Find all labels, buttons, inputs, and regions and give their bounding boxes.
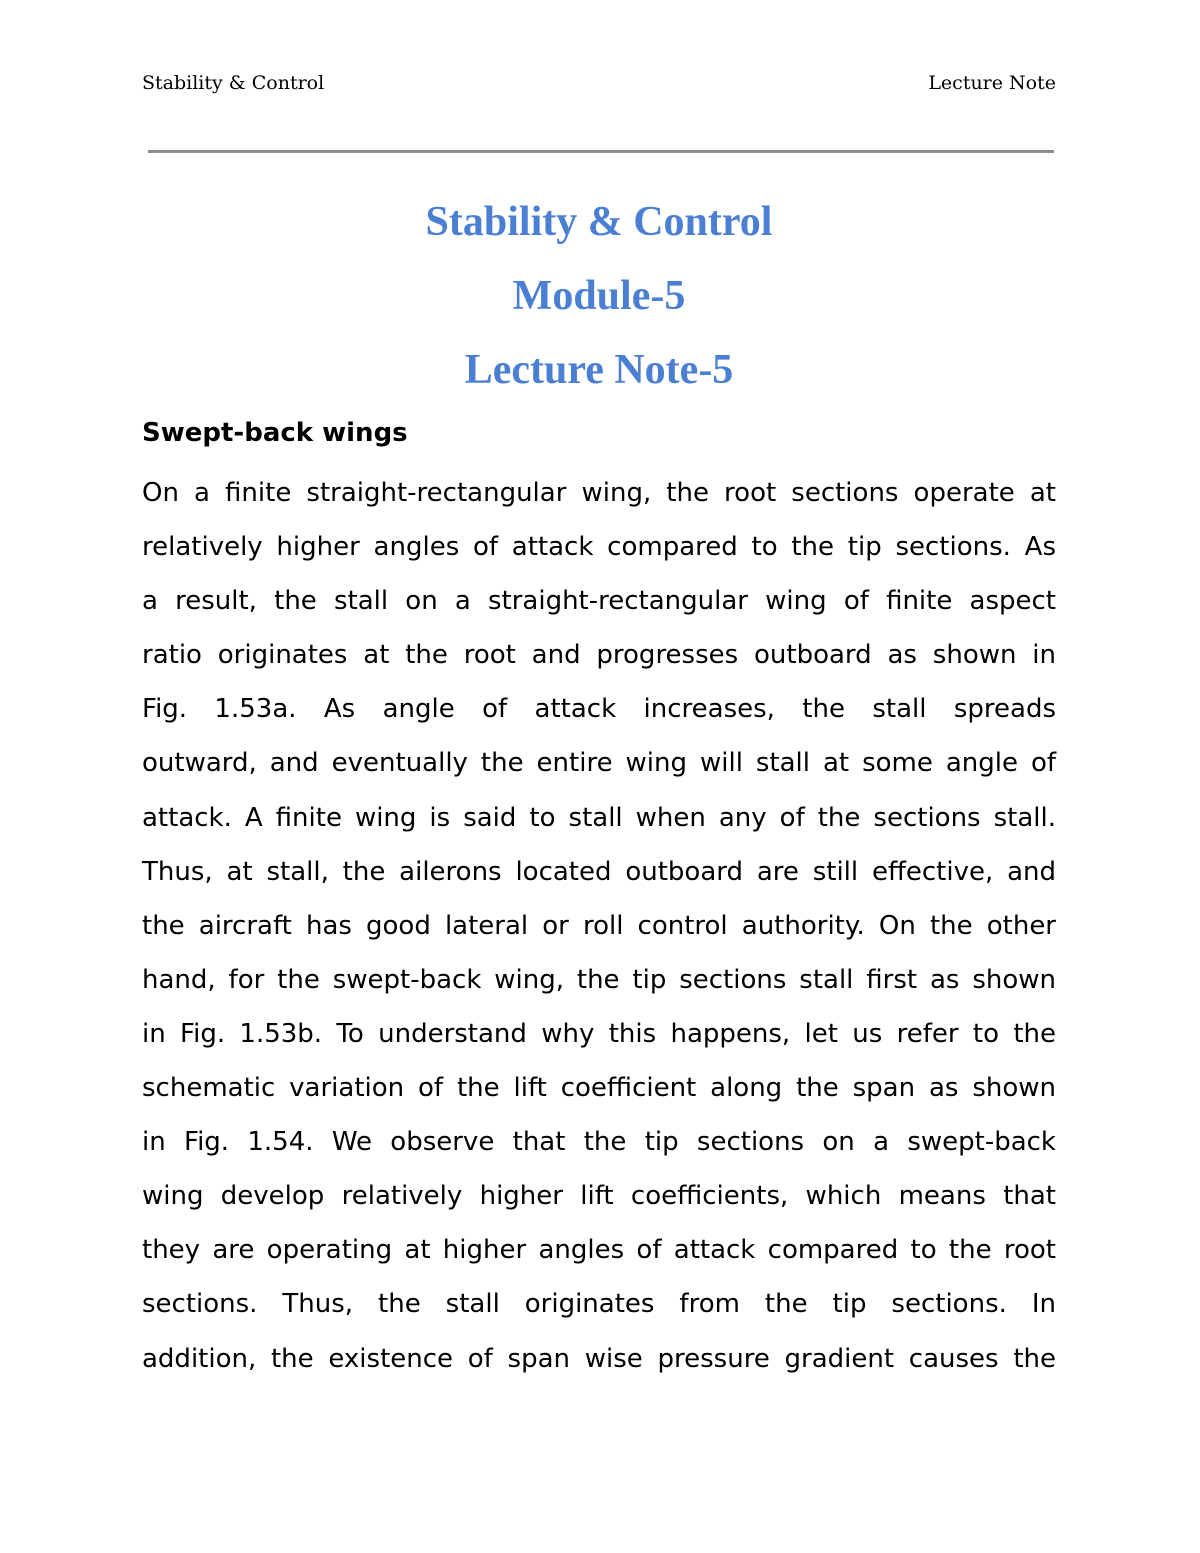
page-header bbox=[142, 72, 1056, 102]
paragraph-line: On a finite straight-rectangular wing, the root sections operate at bbox=[142, 478, 1056, 508]
paragraph-line: in Fig. 1.54. We observe that the tip sections on a swept-back bbox=[142, 1127, 1056, 1158]
header-left-title: Stability & Control bbox=[142, 72, 325, 94]
paragraph-line: Thus, at stall, the ailerons located outboard are still effective, and bbox=[142, 856, 1056, 887]
paragraph-line: schematic variation of the lift coefficient along the span as shown bbox=[142, 1073, 1056, 1104]
paragraph-line: wing develop relatively higher lift coefficients, which means that bbox=[142, 1181, 1056, 1212]
header-right-title: Lecture Note bbox=[928, 72, 1056, 94]
lecture-title: Lecture Note-5 bbox=[464, 347, 734, 393]
paragraph-line: in Fig. 1.53b. To understand why this happens, let us refer to the bbox=[142, 1018, 1056, 1049]
paragraph-line: hand, for the swept-back wing, the tip sections stall first as shown bbox=[142, 964, 1056, 995]
paragraph-line: attack. A finite wing is said to stall when any of the sections stall. bbox=[142, 802, 1056, 833]
paragraph-line: ratio originates at the root and progresses outboard as shown in bbox=[142, 640, 1056, 671]
header-divider bbox=[148, 150, 1054, 153]
paragraph-line: relatively higher angles of attack compared to the tip sections. As bbox=[142, 532, 1056, 563]
paragraph-line: outward, and eventually the entire wing will stall at some angle of bbox=[142, 748, 1056, 779]
paragraph-line: sections. Thus, the stall originates from the tip sections. In bbox=[142, 1289, 1056, 1320]
paragraph-line: Fig. 1.53a. As angle of attack increases, the stall spreads bbox=[142, 694, 1056, 725]
title-block bbox=[142, 196, 1056, 418]
paragraph-line: a result, the stall on a straight-rectangular wing of finite aspect bbox=[142, 586, 1056, 617]
module-title: Module-5 bbox=[512, 273, 686, 319]
paragraph-line: addition, the existence of span wise pressure gradient causes the bbox=[142, 1343, 1056, 1374]
section-heading: Swept-back wings bbox=[142, 418, 408, 448]
course-title: Stability & Control bbox=[425, 199, 773, 245]
paragraph-line: the aircraft has good lateral or roll control authority. On the other bbox=[142, 910, 1056, 941]
paragraph-line: they are operating at higher angles of attack compared to the root bbox=[142, 1235, 1056, 1266]
body-paragraph bbox=[142, 466, 1056, 1386]
